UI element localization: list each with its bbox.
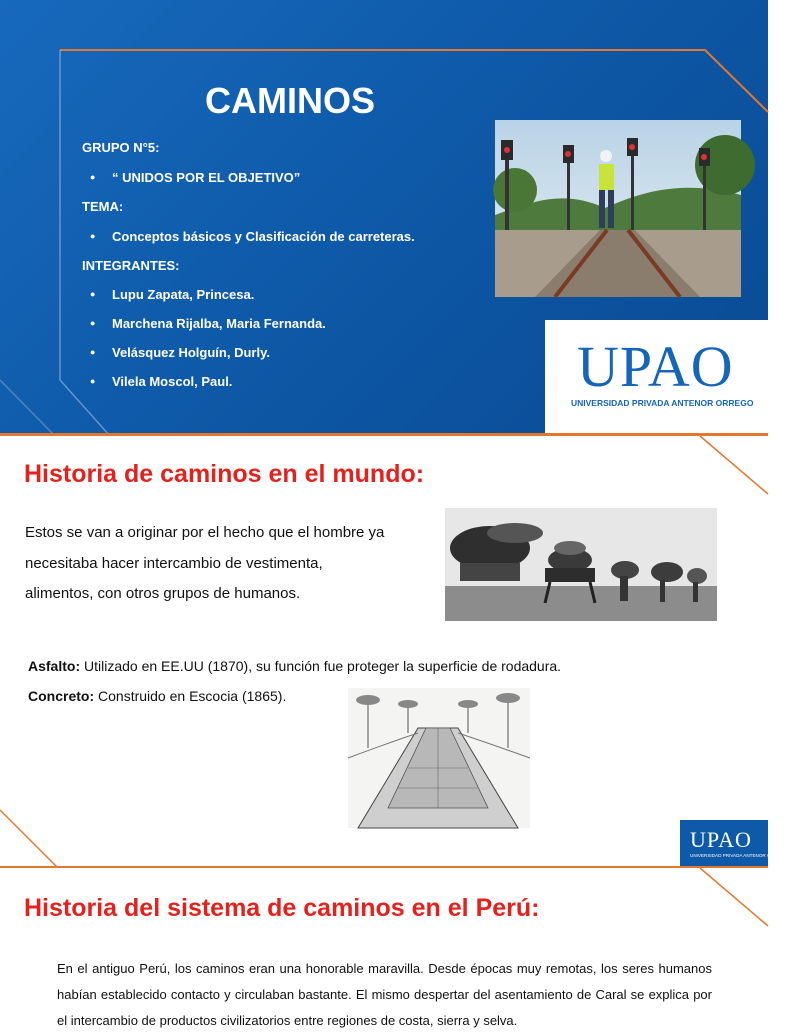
intro-line: Estos se van a originar por el hecho que el hombre ya (25, 524, 385, 541)
concrete-line (28, 689, 286, 703)
topic-text: ● Conceptos básicos y Clasificación de carreteras. (90, 229, 415, 244)
upao-logo-subtitle: UNIVERSIDAD PRIVADA ANTENOR ORREGO (571, 398, 754, 408)
cover-title: CAMINOS (205, 80, 375, 121)
world-history-slide (0, 436, 787, 868)
pack-animals-photo (445, 508, 717, 621)
roman-road-drawing (348, 688, 530, 828)
topic-label: TEMA: (82, 199, 124, 214)
world-history-heading: Historia de caminos en el mundo: (24, 460, 425, 488)
upao-logo (545, 320, 768, 433)
asphalt-label: Asfalto: (28, 658, 81, 674)
group-name: ● “ UNIDOS POR EL OBJETIVO” (90, 170, 300, 185)
concrete-label: Concreto: (28, 688, 95, 704)
member-item: ● Marchena Rijalba, Maria Fernanda. (90, 316, 326, 331)
railway-worker-photo (495, 120, 741, 297)
upao-logo-small (680, 820, 787, 868)
members-label: INTEGRANTES: (82, 258, 180, 273)
upao-logo-small-subtitle: UNIVERSIDAD PRIVADA ANTENOR ORREGO (690, 853, 787, 858)
group-label: GRUPO N°5: (82, 140, 160, 155)
asphalt-text: Utilizado en EE.UU (1870), su función fue proteger la superficie de rodadura. (80, 658, 562, 674)
cover-slide (0, 0, 768, 436)
asphalt-line (28, 659, 561, 673)
peru-history-paragraph: En el antiguo Perú, los caminos eran una honorable maravilla. Desde épocas muy remotas, los seres humanos habían establecido contacto y circulaban bastante. El mismo despertar del asentamiento de Caral se explica por el intercambio de productos civilizatorios entre regiones de costa, sierra y selva. (57, 961, 712, 1028)
concrete-text: Construido en Escocia (1865). (94, 688, 287, 704)
peru-history-heading: Historia del sistema de caminos en el Perú: (24, 894, 540, 922)
peru-history-slide (0, 868, 768, 1028)
upao-logo-text: UPAO (577, 334, 734, 399)
member-item: ● Vilela Moscol, Paul. (90, 374, 232, 389)
intro-line: alimentos, con otros grupos de humanos. (25, 585, 301, 602)
member-item: ● Lupu Zapata, Princesa. (90, 287, 254, 302)
member-item: ● Velásquez Holguín, Durly. (90, 345, 270, 360)
upao-logo-small-text: UPAO (690, 827, 752, 852)
intro-line: necesitaba hacer intercambio de vestimenta, (25, 555, 323, 572)
